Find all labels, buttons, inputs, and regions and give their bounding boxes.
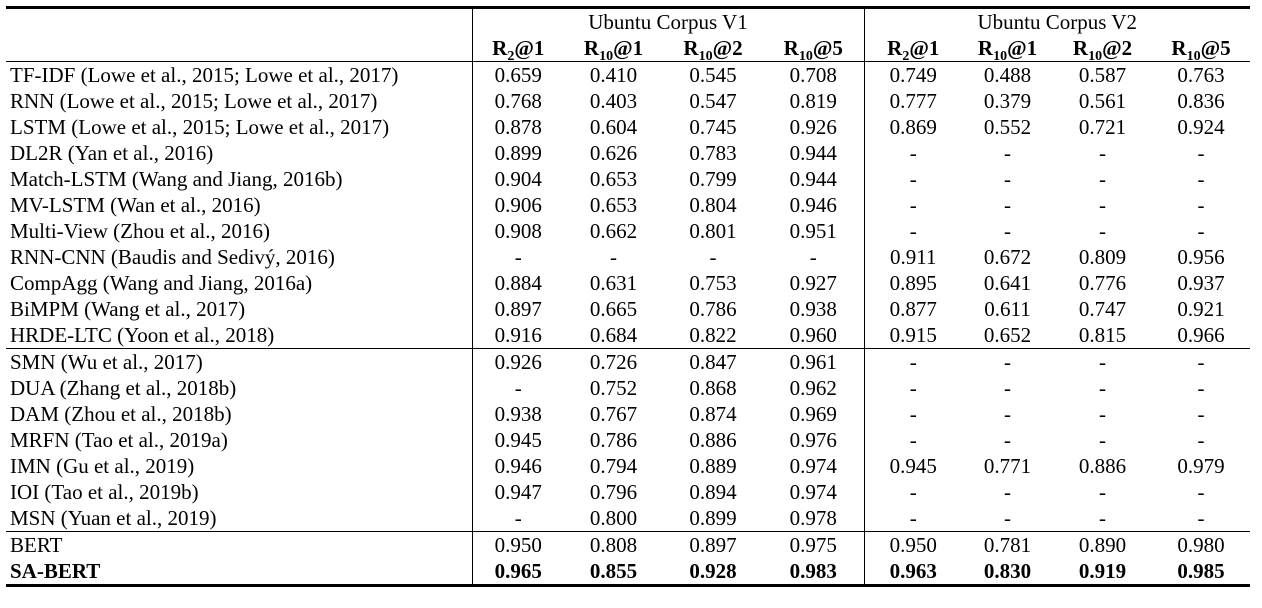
score-cell: 0.897 — [472, 296, 564, 322]
score-cell: 0.894 — [689, 480, 737, 504]
score-cell: - — [1197, 219, 1205, 243]
score-cell: 0.983 — [789, 559, 837, 583]
table-row — [6, 218, 1250, 244]
score-cell: 0.745 — [689, 115, 737, 139]
score-cell: 0.604 — [589, 115, 638, 139]
score-cell: 0.924 — [1177, 115, 1225, 139]
score-cell: 0.926 — [472, 349, 564, 376]
score-cell: - — [962, 349, 1053, 376]
metric-header-v1-3: $R_{10}@5$ — [783, 36, 843, 65]
score-cell: 0.767 — [589, 402, 638, 426]
score-cell: 0.488 — [962, 62, 1053, 89]
model-name-cell: MRFN (Tao et al., 2019a) — [10, 428, 228, 452]
score-cell: 0.978 — [789, 506, 837, 530]
score-cell: 0.878 — [472, 114, 564, 140]
table-row — [6, 244, 1250, 270]
score-cell: 0.944 — [789, 141, 837, 165]
score-cell: - — [864, 218, 962, 244]
table-row — [6, 166, 1250, 192]
score-cell: 0.749 — [864, 62, 962, 89]
score-cell: 0.545 — [663, 62, 763, 89]
score-cell: 0.781 — [962, 532, 1053, 559]
score-cell: 0.974 — [789, 454, 837, 478]
table-row — [6, 401, 1250, 427]
score-cell: 0.855 — [589, 559, 638, 583]
score-cell: 0.937 — [1177, 271, 1225, 295]
score-cell: - — [472, 505, 564, 532]
metric-header-v2-2: $R_{10}@2$ — [1072, 36, 1133, 65]
score-cell: - — [1099, 219, 1106, 243]
score-cell: - — [1004, 402, 1011, 426]
score-cell: - — [1099, 376, 1106, 400]
model-name-cell: BiMPM (Wang et al., 2017) — [10, 297, 246, 321]
model-name-cell: CompAgg (Wang and Jiang, 2016a) — [10, 271, 313, 295]
score-cell: - — [1197, 480, 1205, 504]
metric-header-v1-1: $R_{10}@1$ — [583, 36, 644, 65]
score-cell: - — [864, 166, 962, 192]
score-cell: 0.963 — [864, 558, 962, 586]
table-row — [6, 270, 1250, 296]
score-cell: 0.928 — [689, 559, 737, 583]
score-cell: - — [472, 244, 564, 270]
model-name-cell: MSN (Yuan et al., 2019) — [10, 506, 217, 530]
table-row — [6, 505, 1250, 532]
score-cell: - — [610, 245, 617, 269]
score-cell: - — [864, 192, 962, 218]
score-cell: 0.587 — [1053, 62, 1152, 89]
model-name-cell: SA-BERT — [10, 559, 101, 583]
score-cell: 0.708 — [763, 62, 864, 89]
score-cell: - — [1197, 141, 1205, 165]
score-cell: 0.786 — [589, 428, 638, 452]
model-name-cell: IMN (Gu et al., 2019) — [10, 454, 195, 478]
score-cell: 0.926 — [789, 115, 837, 139]
metric-header-row — [6, 35, 1250, 62]
score-cell: - — [1099, 141, 1106, 165]
score-cell: 0.899 — [689, 506, 737, 530]
metric-header-v1-0: $R_2@1$ — [472, 35, 564, 62]
score-cell: 0.950 — [472, 532, 564, 559]
score-cell: 0.945 — [864, 453, 962, 479]
score-cell: - — [1004, 376, 1011, 400]
score-cell: 0.410 — [564, 62, 663, 89]
table-row — [6, 192, 1250, 218]
score-cell: - — [1099, 402, 1106, 426]
metric-header-v2-1: $R_{10}@1$ — [977, 36, 1038, 65]
model-name-cell: TF-IDF (Lowe et al., 2015; Lowe et al., 2017) — [6, 62, 472, 89]
score-cell: - — [1197, 167, 1205, 191]
score-cell: 0.552 — [983, 115, 1032, 139]
score-cell: 0.561 — [1078, 89, 1127, 113]
score-cell: - — [1197, 428, 1205, 452]
score-cell: 0.786 — [689, 297, 737, 321]
table-row — [6, 322, 1250, 349]
score-cell: - — [1197, 506, 1205, 530]
score-cell: 0.653 — [589, 167, 638, 191]
score-cell: - — [1004, 219, 1011, 243]
model-name-cell: SMN (Wu et al., 2017) — [6, 349, 472, 376]
score-cell: 0.753 — [689, 271, 737, 295]
score-cell: 0.889 — [689, 454, 737, 478]
table-row — [6, 296, 1250, 322]
score-cell: 0.777 — [864, 88, 962, 114]
score-cell: 0.944 — [789, 167, 837, 191]
score-cell: 0.836 — [1177, 89, 1225, 113]
score-cell: 0.938 — [472, 401, 564, 427]
score-cell: 0.919 — [1078, 559, 1127, 583]
model-name-cell: IOI (Tao et al., 2019b) — [10, 480, 199, 504]
score-cell: 0.868 — [689, 376, 737, 400]
score-cell: 0.911 — [864, 244, 962, 270]
score-cell: 0.965 — [472, 558, 564, 586]
score-cell: 0.886 — [689, 428, 737, 452]
score-cell: 0.665 — [589, 297, 638, 321]
score-cell: 0.904 — [472, 166, 564, 192]
score-cell: 0.794 — [589, 454, 638, 478]
score-cell: - — [1099, 428, 1106, 452]
score-cell: 0.776 — [1078, 271, 1127, 295]
score-cell: - — [1197, 193, 1205, 217]
score-cell: 0.726 — [564, 349, 663, 376]
score-cell: 0.974 — [789, 480, 837, 504]
score-cell: 0.874 — [689, 402, 737, 426]
score-cell: 0.771 — [983, 454, 1032, 478]
score-cell: 0.626 — [589, 141, 638, 165]
table-row — [6, 453, 1250, 479]
score-cell: - — [1004, 167, 1011, 191]
score-cell: - — [864, 349, 962, 376]
score-cell: 0.822 — [689, 323, 737, 347]
score-cell: 0.547 — [689, 89, 737, 113]
model-name-cell: DL2R (Yan et al., 2016) — [10, 141, 214, 165]
score-cell: 0.916 — [472, 322, 564, 349]
score-cell: - — [1099, 480, 1106, 504]
score-cell: 0.815 — [1078, 323, 1127, 347]
score-cell: 0.951 — [789, 219, 837, 243]
score-cell: 0.653 — [589, 193, 638, 217]
model-name-cell: BERT — [6, 532, 472, 559]
model-name-cell: HRDE-LTC (Yoon et al., 2018) — [10, 323, 275, 347]
score-cell: - — [1099, 193, 1106, 217]
score-cell: - — [864, 479, 962, 505]
model-name-cell: DAM (Zhou et al., 2018b) — [10, 402, 232, 426]
score-cell: - — [1004, 480, 1011, 504]
score-cell: 0.659 — [472, 62, 564, 89]
score-cell: 0.960 — [789, 323, 837, 347]
score-cell: 0.927 — [789, 271, 837, 295]
metric-header-v1-2: $R_{10}@2$ — [683, 36, 743, 65]
score-cell: 0.985 — [1177, 559, 1225, 583]
results-table — [6, 6, 1250, 587]
score-cell: - — [864, 505, 962, 532]
score-cell: 0.897 — [663, 532, 763, 559]
score-cell: 0.796 — [589, 480, 638, 504]
score-cell: 0.906 — [472, 192, 564, 218]
score-cell: 0.721 — [1078, 115, 1127, 139]
table-row — [6, 532, 1250, 559]
score-cell: - — [809, 245, 817, 269]
score-cell: 0.877 — [864, 296, 962, 322]
score-cell: 0.403 — [589, 89, 638, 113]
score-cell: 0.980 — [1152, 532, 1250, 559]
metric-header-v2-0: $R_2@1$ — [864, 35, 962, 62]
score-cell: 0.950 — [864, 532, 962, 559]
table-row — [6, 349, 1250, 376]
table-row — [6, 427, 1250, 453]
score-cell: 0.611 — [984, 297, 1031, 321]
score-cell: 0.804 — [689, 193, 737, 217]
score-cell: 0.752 — [589, 376, 638, 400]
score-cell: 0.869 — [864, 114, 962, 140]
score-cell: 0.379 — [983, 89, 1032, 113]
group-header-v1: Ubuntu Corpus V1 — [472, 8, 864, 36]
score-cell: 0.809 — [1078, 245, 1127, 269]
score-cell: 0.946 — [472, 453, 564, 479]
table-row — [6, 140, 1250, 166]
score-cell: - — [1053, 349, 1152, 376]
score-cell: 0.945 — [472, 427, 564, 453]
score-cell: 0.946 — [789, 193, 837, 217]
table-row — [6, 62, 1250, 89]
score-cell: 0.672 — [983, 245, 1032, 269]
score-cell: 0.641 — [983, 271, 1032, 295]
score-cell: 0.961 — [763, 349, 864, 376]
corner-cell — [6, 8, 472, 36]
score-cell: 0.819 — [789, 89, 837, 113]
score-cell: 0.847 — [663, 349, 763, 376]
score-cell: 0.962 — [789, 376, 837, 400]
score-cell: - — [864, 401, 962, 427]
score-cell: - — [1004, 193, 1011, 217]
score-cell: - — [1197, 402, 1205, 426]
score-cell: 0.921 — [1177, 297, 1225, 321]
score-cell: 0.747 — [1078, 297, 1127, 321]
score-cell: 0.908 — [472, 218, 564, 244]
score-cell: - — [1099, 506, 1106, 530]
score-cell: - — [472, 375, 564, 401]
score-cell: 0.768 — [472, 88, 564, 114]
score-cell: 0.886 — [1078, 454, 1127, 478]
table-row — [6, 375, 1250, 401]
score-cell: 0.975 — [763, 532, 864, 559]
score-cell: 0.899 — [472, 140, 564, 166]
results-body — [6, 62, 1250, 586]
model-name-cell: RNN (Lowe et al., 2015; Lowe et al., 2017) — [10, 89, 378, 113]
table-row — [6, 558, 1250, 586]
table-row — [6, 114, 1250, 140]
score-cell: - — [1152, 349, 1250, 376]
model-name-cell: MV-LSTM (Wan et al., 2016) — [10, 193, 261, 217]
score-cell: 0.895 — [864, 270, 962, 296]
model-header-cell — [6, 35, 472, 62]
score-cell: 0.976 — [789, 428, 837, 452]
score-cell: 0.884 — [472, 270, 564, 296]
model-name-cell: Multi-View (Zhou et al., 2016) — [10, 219, 271, 243]
score-cell: 0.763 — [1152, 62, 1250, 89]
score-cell: - — [1197, 376, 1205, 400]
table-row — [6, 479, 1250, 505]
score-cell: - — [1099, 167, 1106, 191]
score-cell: 0.684 — [589, 323, 638, 347]
model-name-cell: RNN-CNN (Baudis and Sedivý, 2016) — [10, 245, 335, 269]
score-cell: - — [864, 427, 962, 453]
score-cell: 0.947 — [472, 479, 564, 505]
score-cell: 0.966 — [1177, 323, 1225, 347]
score-cell: 0.830 — [983, 559, 1032, 583]
score-cell: 0.969 — [789, 402, 837, 426]
score-cell: 0.808 — [564, 532, 663, 559]
model-name-cell: LSTM (Lowe et al., 2015; Lowe et al., 2017) — [10, 115, 390, 139]
score-cell: 0.890 — [1053, 532, 1152, 559]
group-header-v2: Ubuntu Corpus V2 — [864, 8, 1250, 36]
score-cell: 0.956 — [1177, 245, 1225, 269]
score-cell: 0.631 — [589, 271, 638, 295]
score-cell: - — [864, 140, 962, 166]
score-cell: 0.783 — [689, 141, 737, 165]
score-cell: - — [1004, 428, 1011, 452]
score-cell: 0.799 — [689, 167, 737, 191]
score-cell: - — [864, 375, 962, 401]
score-cell: 0.801 — [689, 219, 737, 243]
metric-header-v2-3: $R_{10}@5$ — [1171, 36, 1231, 65]
score-cell: 0.915 — [864, 322, 962, 349]
score-cell: - — [1004, 506, 1011, 530]
table-row — [6, 88, 1250, 114]
score-cell: 0.662 — [589, 219, 638, 243]
score-cell: 0.979 — [1177, 454, 1225, 478]
score-cell: 0.938 — [789, 297, 837, 321]
score-cell: - — [709, 245, 717, 269]
score-cell: 0.652 — [983, 323, 1032, 347]
model-name-cell: Match-LSTM (Wang and Jiang, 2016b) — [10, 167, 343, 191]
model-name-cell: DUA (Zhang et al., 2018b) — [10, 376, 237, 400]
score-cell: 0.800 — [589, 506, 638, 530]
score-cell: - — [1004, 141, 1011, 165]
